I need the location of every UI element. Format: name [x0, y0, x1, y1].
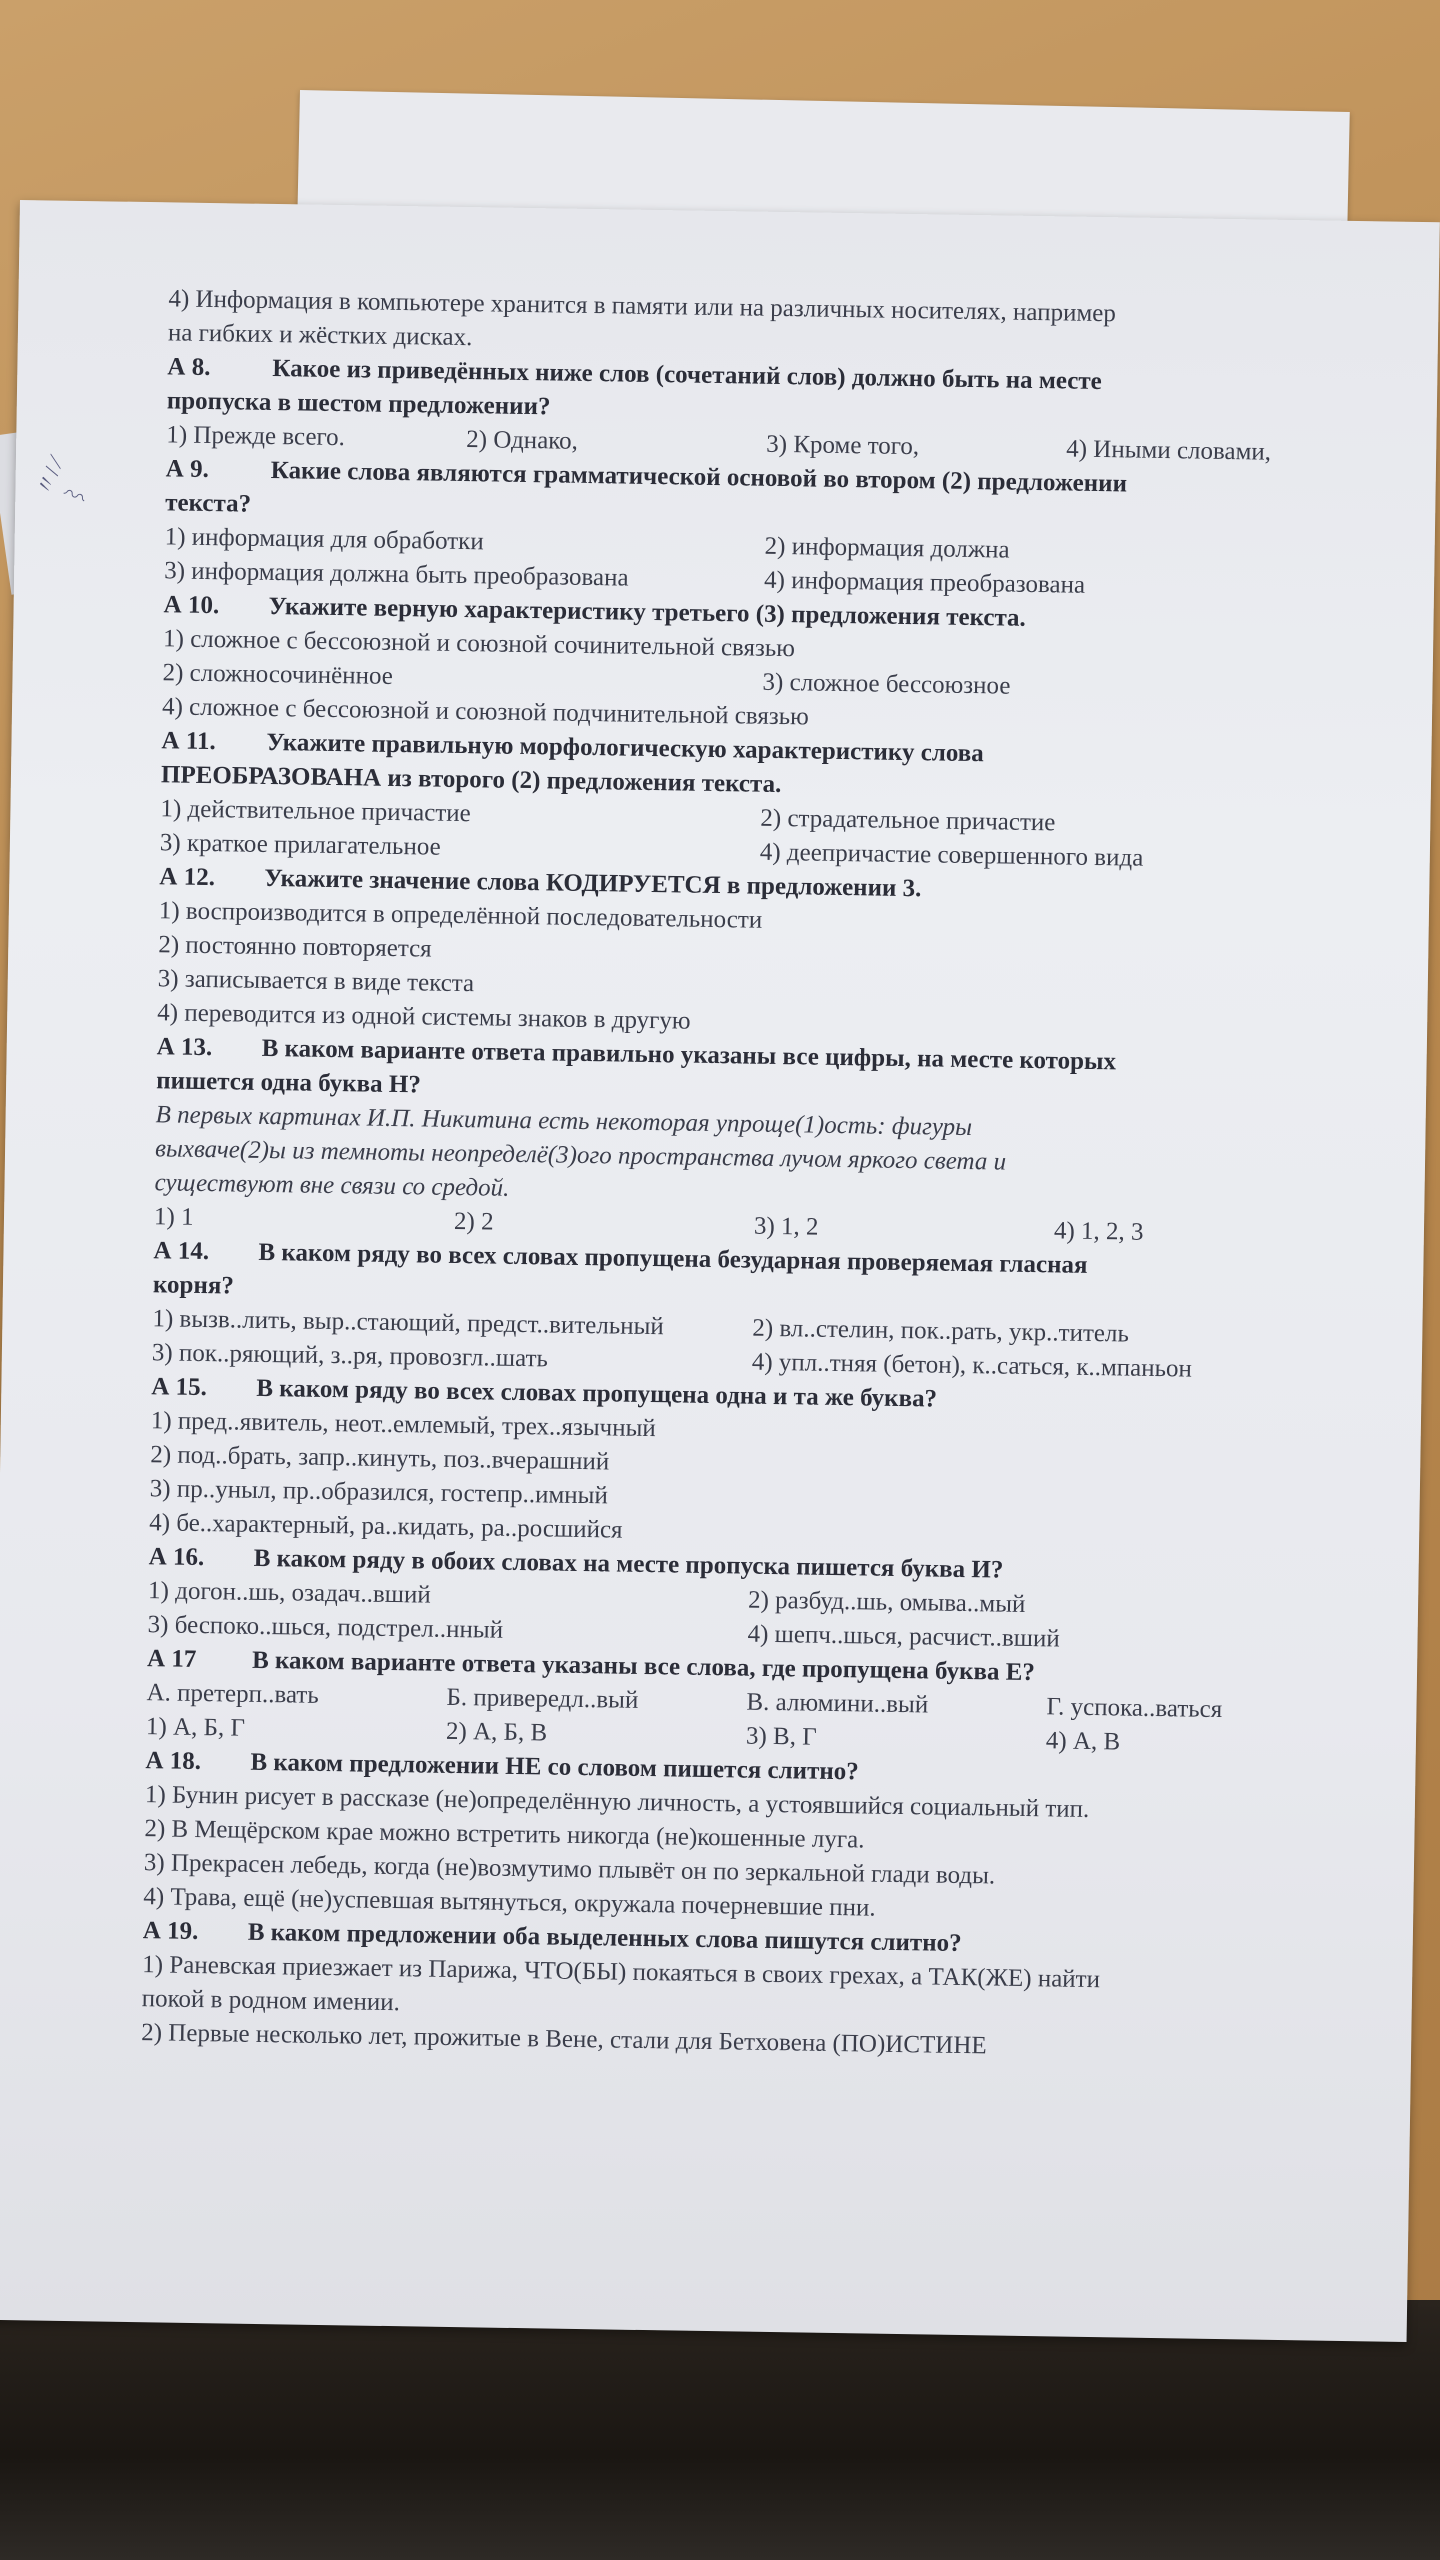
question-text-content: В каком варианте ответа правильно указаны все цифры, на месте которых [261, 1034, 1117, 1076]
question-number: А 12. [159, 863, 216, 892]
example-sentence: выхваче(2)ы из темноты неопределё(3)ого пространства лучом яркого света и [154, 1135, 1007, 1176]
answer-option: 4) А, В [1045, 1727, 1121, 1756]
answer-option: 1) Раневская приезжает из Парижа, ЧТО(БЫ) покаяться в своих грехах, а ТАК(ЖЕ) найти [142, 1951, 1101, 1994]
question-text-content: корня? [152, 1271, 235, 1300]
answer-option: 3) записывается в виде текста [157, 965, 475, 998]
question-block [154, 1030, 1357, 1253]
question-block [160, 724, 1362, 879]
answer-option: 2) В Мещёрском крае можно встретить никогда (не)кошенные луга. [144, 1815, 865, 1854]
question-number: А 15. [151, 1373, 208, 1402]
answer-option: 4) 1, 2, 3 [1053, 1217, 1144, 1246]
answer-option: 4) Иными словами, [1066, 435, 1272, 466]
question-block [166, 350, 1367, 471]
intro-line: на гибких и жёстких дисках. [167, 319, 473, 352]
answer-option: 3) В, Г [745, 1722, 817, 1751]
answer-option: 4) Трава, ещё (не)успевшая вытянуться, окружала почерневшие пни. [143, 1883, 876, 1922]
question-text-content: Какие слова являются грамматической основой во втором (2) предложении [270, 456, 1128, 498]
question-block [162, 588, 1364, 743]
answer-option: 1) 1 [153, 1203, 194, 1231]
answer-option: 4) шепч..шься, расчист..вший [747, 1620, 1060, 1653]
question-text-content: Укажите правильную морфологическую характеристику слова [266, 728, 984, 768]
answer-option: 4) информация преобразована [763, 566, 1086, 599]
answer-option: В. алюмини..вый [746, 1688, 929, 1719]
question-text-content: пишется одна буква Н? [155, 1067, 422, 1099]
answer-option: 3) краткое прилагательное [159, 829, 441, 861]
exam-paper-sheet [0, 200, 1440, 2342]
answer-option: 3) пок..ряющий, з..ря, провозгл..шать [151, 1339, 549, 1373]
question-number: А 14. [153, 1237, 210, 1266]
answer-option: 1) информация для обработки [164, 523, 484, 556]
answer-option: 2) 2 [453, 1207, 494, 1236]
question-text-content: пропуска в шестом предложении? [166, 387, 551, 421]
question-block [146, 1642, 1347, 1763]
answer-option: 2) страдательное причастие [760, 804, 1056, 837]
question-text-content: Укажите значение слова КОДИРУЕТСЯ в предложении 3. [264, 864, 922, 903]
question-number: А 11. [161, 727, 216, 756]
question-number: А 9. [165, 455, 210, 483]
question-block [149, 1370, 1352, 1559]
question-number: А 19. [142, 1917, 199, 1946]
question-text-content: В каком ряду во всех словах пропущена безударная проверяемая гласная [258, 1238, 1088, 1279]
answer-option: 2) информация должна [764, 532, 1010, 564]
answer-option: 1) А, Б, Г [145, 1713, 246, 1742]
answer-option: 1) сложное с бессоюзной и союзной сочинительной связью [162, 625, 796, 663]
example-sentence: существуют вне связи со средой. [154, 1169, 510, 1202]
answer-option: 1) воспроизводится в определённой последовательности [158, 897, 763, 934]
answer-option: 4) бе..характерный, ра..кидать, ра..росшийся [149, 1509, 623, 1544]
question-block [147, 1540, 1348, 1661]
answer-option: 2) сложносочинённое [162, 659, 394, 690]
answer-option: 3) пр..уныл, пр..образился, гостепр..имный [149, 1475, 609, 1510]
question-text-content: В каком предложении оба выделенных слова пишутся слитно? [247, 1918, 962, 1958]
answer-option: 2) разбуд..шь, омыва..мый [747, 1586, 1026, 1618]
example-sentence: В первых картинах И.П. Никитина есть некоторая упроще(1)ость: фигуры [155, 1101, 973, 1142]
answer-option: 2) вл..стелин, пок..рать, укр..титель [752, 1314, 1130, 1348]
question-number: А 10. [163, 591, 220, 620]
question-block [152, 1234, 1354, 1389]
answer-option: покой в родном имении. [141, 1985, 401, 2017]
answer-option: 3) Кроме того, [766, 430, 920, 461]
answer-option: 1) вызв..лить, выр..стающий, предст..вительный [152, 1305, 664, 1341]
answer-option: 4) упл..тняя (бетон), к..саться, к..мпаньон [751, 1348, 1193, 1383]
answer-option: 1) пред..явитель, неот..емлемый, трех..язычный [150, 1407, 656, 1443]
question-text-content: Какое из приведённых ниже слов (сочетаний слов) должно быть на месте [272, 354, 1102, 396]
question-block [157, 860, 1360, 1049]
answer-option: Г. успока..ваться [1046, 1693, 1223, 1724]
question-text-content: В каком варианте ответа указаны все слова, где пропущена буква Е? [251, 1646, 1036, 1687]
answer-option: 2) А, Б, В [445, 1717, 548, 1747]
question-list [141, 350, 1368, 2069]
answer-option: 2) Первые несколько лет, прожитые в Вене, стали для Бетховена (ПО)ИСТИНЕ [141, 2019, 987, 2060]
question-number: А 18. [145, 1747, 202, 1776]
exam-text [141, 282, 1369, 2069]
answer-option: 1) Бунин рисует в рассказе (не)определённую личность, а устоявшийся социальный тип. [144, 1781, 1090, 1823]
question-number: А 13. [156, 1033, 213, 1062]
answer-option: 3) беспоко..шься, подстрел..нный [147, 1611, 504, 1644]
answer-option: 1) догон..шь, озадач..вший [147, 1577, 431, 1609]
question-text-content: В каком предложении НЕ со словом пишется слитно? [250, 1748, 859, 1786]
question-block [141, 1914, 1343, 2069]
answer-option: 3) сложное бессоюзное [762, 668, 1011, 700]
handwritten-mark: 〃/ ∕ ⌇ [30, 455, 92, 510]
answer-option: 4) деепричастие совершенного вида [759, 838, 1144, 872]
question-text-content: Укажите верную характеристику третьего (3) предложения текста. [268, 592, 1027, 632]
answer-option: Б. привередл..вый [446, 1683, 639, 1714]
question-text-content: В каком ряду во всех словах пропущена одна и та же буква? [256, 1374, 938, 1413]
answer-option: 3) 1, 2 [753, 1212, 819, 1241]
question-text-content: текста? [165, 489, 252, 518]
answer-option: 2) Однако, [466, 426, 579, 455]
question-number: А 8. [167, 353, 211, 382]
answer-option: 3) Прекрасен лебедь, когда (не)возмутимо плывёт он по зеркальной глади воды. [143, 1849, 996, 1890]
answer-option: 1) действительное причастие [160, 795, 471, 828]
question-block [143, 1744, 1346, 1933]
intro-line: 4) Информация в компьютере хранится в памяти или на различных носителях, например [168, 285, 1117, 328]
question-block [164, 452, 1366, 607]
answer-option: 2) постоянно повторяется [158, 931, 432, 963]
answer-option: 3) информация должна быть преобразована [163, 557, 629, 592]
answer-option: А. претерп..вать [146, 1679, 319, 1709]
answer-option: 4) сложное с бессоюзной и союзной подчинительной связью [161, 693, 810, 731]
question-number: А 16. [148, 1543, 205, 1572]
question-text-content: В каком ряду в обоих словах на месте пропуска пишется буква И? [253, 1544, 1004, 1584]
question-number: А 17 [146, 1645, 197, 1673]
question-text-content: ПРЕОБРАЗОВАНА из второго (2) предложения текста. [160, 761, 782, 799]
answer-option: 2) под..брать, запр..кинуть, поз..вчерашний [150, 1441, 610, 1476]
answer-option: 4) переводится из одной системы знаков в другую [157, 999, 691, 1035]
answer-option: 1) Прежде всего. [166, 421, 346, 452]
